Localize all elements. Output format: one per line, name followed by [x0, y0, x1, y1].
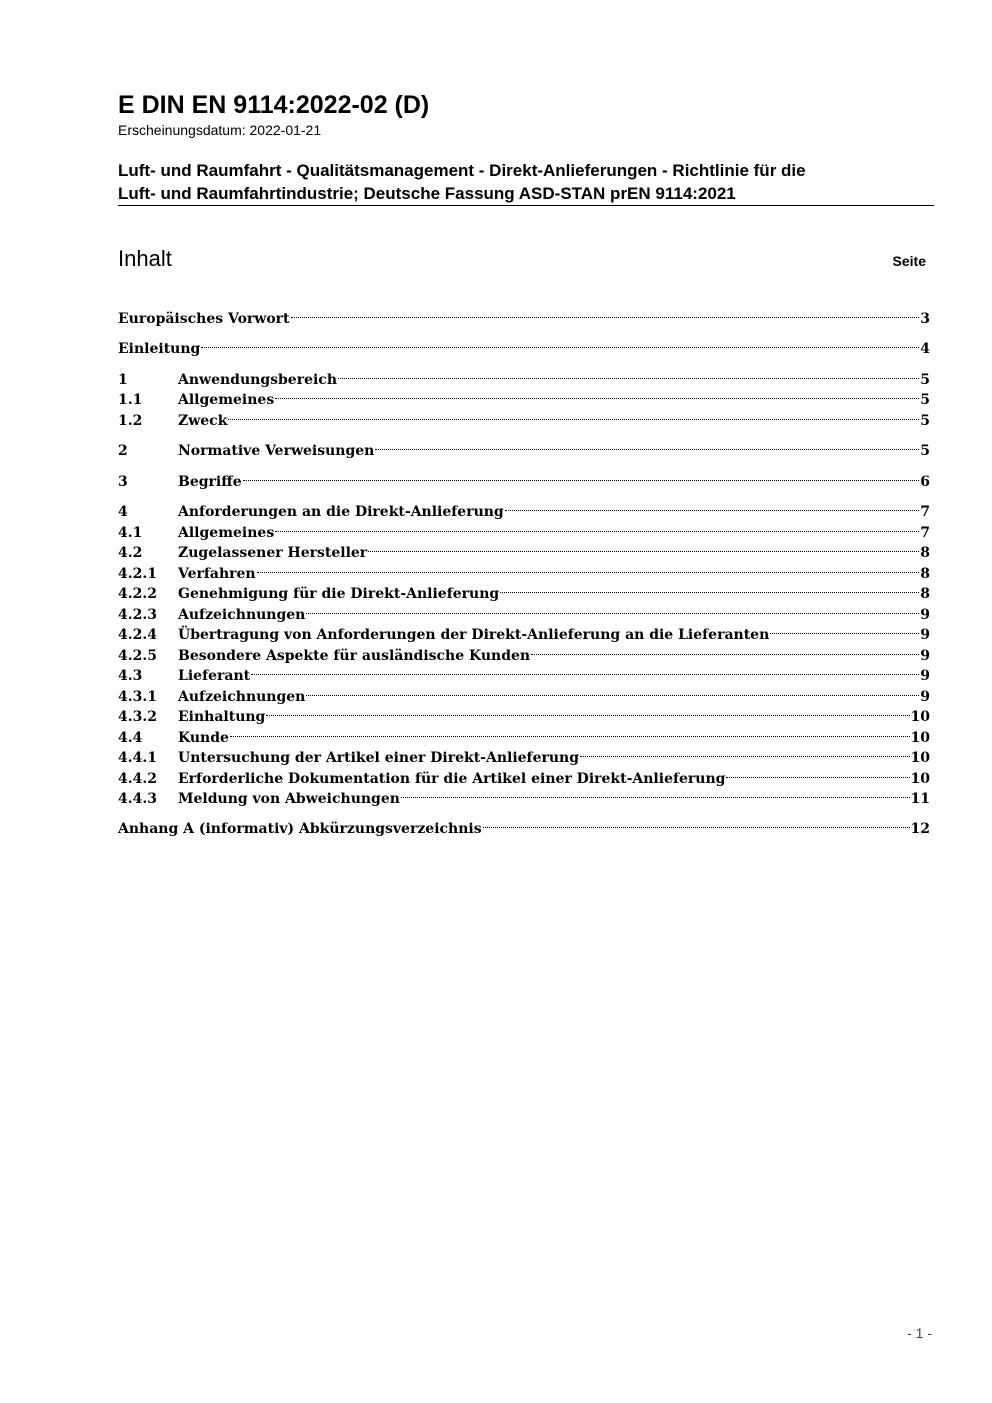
toc-entry-number: 4.1 — [118, 525, 143, 541]
toc-leader — [228, 405, 919, 425]
toc-entry-page: 5 — [920, 392, 930, 408]
toc-entry-number: 1.2 — [118, 413, 143, 429]
toc-entry-page: 9 — [920, 689, 930, 705]
toc-leader — [338, 364, 919, 384]
toc-leader — [483, 813, 910, 833]
toc-entry[interactable] — [118, 466, 930, 490]
toc-entry-number: 3 — [118, 474, 128, 490]
toc-entry-number: 4.2.2 — [118, 586, 157, 602]
toc-leader — [505, 496, 920, 516]
toc-leader — [375, 435, 919, 455]
toc-leader — [500, 578, 919, 598]
toc-entry-number: 4.2.5 — [118, 648, 157, 664]
toc-leader — [401, 783, 910, 803]
toc-entry-title: Anwendungsbereich — [178, 372, 337, 388]
toc-entry[interactable] — [118, 435, 930, 459]
toc-entry-number: 4.2.4 — [118, 627, 157, 643]
toc-leader — [201, 333, 919, 353]
toc-entry-title: Kunde — [178, 730, 229, 746]
toc-entry-title: Allgemeines — [178, 392, 275, 408]
toc-entry-title: Europäisches Vorwort — [118, 311, 290, 327]
toc-entry-page: 3 — [920, 311, 930, 327]
toc-entry[interactable] — [118, 619, 930, 643]
toc-leader — [306, 681, 919, 701]
toc-entry-page: 10 — [910, 709, 930, 725]
toc-entry[interactable] — [118, 537, 930, 561]
toc-heading: Inhalt — [118, 246, 172, 271]
toc-entry-title: Erforderliche Dokumentation für die Artikel einer Direkt-Anlieferung — [178, 771, 726, 787]
toc-entry[interactable] — [118, 599, 930, 623]
toc-entry[interactable] — [118, 303, 930, 327]
toc-entry-title: Genehmigung für die Direkt-Anlieferung — [178, 586, 500, 602]
toc-entry-page: 11 — [910, 791, 930, 807]
toc-entry-number: 1 — [118, 372, 128, 388]
toc-entry-page: 8 — [920, 586, 930, 602]
toc-leader — [306, 599, 919, 619]
toc-leader — [266, 701, 909, 721]
toc-entry[interactable] — [118, 660, 930, 684]
toc-entry-page: 5 — [920, 372, 930, 388]
toc-leader — [275, 517, 919, 537]
toc-entry-title: Übertragung von Anforderungen der Direkt-Anlieferung an die Lieferanten — [178, 627, 770, 643]
toc-entry-title: Lieferant — [178, 668, 251, 684]
toc-leader — [275, 384, 919, 404]
toc-entry-number: 4.4.1 — [118, 750, 157, 766]
toc-entry-title: Zugelassener Hersteller — [178, 545, 368, 561]
toc-leader — [770, 619, 919, 639]
toc-entry[interactable] — [118, 783, 930, 807]
toc-entry-page: 9 — [920, 607, 930, 623]
toc-leader — [531, 640, 919, 660]
document-title — [118, 159, 938, 205]
toc-entry-page: 5 — [920, 443, 930, 459]
toc-entry-page: 8 — [920, 545, 930, 561]
toc-leader — [251, 660, 919, 680]
toc-entry-number: 4.4.2 — [118, 771, 157, 787]
toc-entry-number: 1.1 — [118, 392, 143, 408]
toc-entry[interactable] — [118, 640, 930, 664]
toc-entry[interactable] — [118, 722, 930, 746]
toc-entry-number: 4.3.1 — [118, 689, 157, 705]
toc-entry[interactable] — [118, 578, 930, 602]
toc-entry-page: 9 — [920, 668, 930, 684]
toc-leader — [257, 558, 920, 578]
toc-entry-page: 4 — [920, 341, 930, 357]
toc-entry-page: 9 — [920, 648, 930, 664]
toc-entry-title: Aufzeichnungen — [178, 689, 306, 705]
toc-entry-number: 2 — [118, 443, 128, 459]
toc-entry-title: Einleitung — [118, 341, 201, 357]
toc-entry-title: Einhaltung — [178, 709, 266, 725]
document-id: E DIN EN 9114:2022-02 (D) — [118, 91, 430, 119]
toc-entry[interactable] — [118, 384, 930, 408]
toc-entry[interactable] — [118, 742, 930, 766]
toc-entry-title: Besondere Aspekte für ausländische Kunden — [178, 648, 531, 664]
toc-entry-number: 4.3 — [118, 668, 143, 684]
toc-entry-title: Normative Verweisungen — [178, 443, 375, 459]
toc-entry[interactable] — [118, 333, 930, 357]
toc-entry-title: Begriffe — [178, 474, 242, 490]
toc-entry-page: 10 — [910, 750, 930, 766]
toc-entry-title: Anhang A (informativ) Abkürzungsverzeichnis — [118, 821, 482, 837]
toc-entry[interactable] — [118, 763, 930, 787]
toc-entry-number: 4.3.2 — [118, 709, 157, 725]
toc-entry-title: Untersuchung der Artikel einer Direkt-Anlieferung — [178, 750, 580, 766]
toc-entry-page: 7 — [920, 504, 930, 520]
toc-leader — [580, 742, 910, 762]
toc-entry-number: 4 — [118, 504, 128, 520]
toc-entry-number: 4.2.3 — [118, 607, 157, 623]
toc-leader — [291, 303, 920, 323]
toc-entry-page: 9 — [920, 627, 930, 643]
toc-entry[interactable] — [118, 701, 930, 725]
toc-page-column-label: Seite — [892, 253, 926, 269]
toc-entry-title: Aufzeichnungen — [178, 607, 306, 623]
toc-leader — [230, 722, 910, 742]
toc-entry-page: 12 — [910, 821, 930, 837]
toc-entry-number: 4.4 — [118, 730, 143, 746]
toc-entry-title: Allgemeines — [178, 525, 275, 541]
toc-entry-number: 4.2.1 — [118, 566, 157, 582]
toc-leader — [243, 466, 920, 486]
toc-entry-number: 4.2 — [118, 545, 143, 561]
toc-entry[interactable] — [118, 681, 930, 705]
publication-date: Erscheinungsdatum: 2022-01-21 — [118, 122, 322, 138]
title-divider — [118, 205, 934, 206]
toc-entry[interactable] — [118, 813, 930, 837]
toc-entry-page: 10 — [910, 730, 930, 746]
toc-leader — [726, 763, 909, 783]
toc-entry-title: Anforderungen an die Direkt-Anlieferung — [178, 504, 504, 520]
toc-entry-title: Meldung von Abweichungen — [178, 791, 400, 807]
toc-entry-page: 8 — [920, 566, 930, 582]
toc-entry[interactable] — [118, 496, 930, 520]
document-title-line: Luft- und Raumfahrtindustrie; Deutsche Fassung ASD-STAN prEN 9114:2021 — [118, 184, 736, 203]
toc-entry[interactable] — [118, 364, 930, 388]
toc-entry-page: 10 — [910, 771, 930, 787]
document-title-line: Luft- und Raumfahrt - Qualitätsmanagement - Direkt-Anlieferungen - Richtlinie für die — [118, 161, 806, 180]
toc-entry[interactable] — [118, 517, 930, 541]
toc-entry-page: 7 — [920, 525, 930, 541]
toc-entry-page: 6 — [920, 474, 930, 490]
toc-entry-title: Zweck — [178, 413, 228, 429]
toc-leader — [368, 537, 919, 557]
toc-entry-title: Verfahren — [178, 566, 256, 582]
toc-entry[interactable] — [118, 405, 930, 429]
toc-entry[interactable] — [118, 558, 930, 582]
page-number: - 1 - — [907, 1325, 932, 1341]
toc-entry-page: 5 — [920, 413, 930, 429]
toc-entry-number: 4.4.3 — [118, 791, 157, 807]
